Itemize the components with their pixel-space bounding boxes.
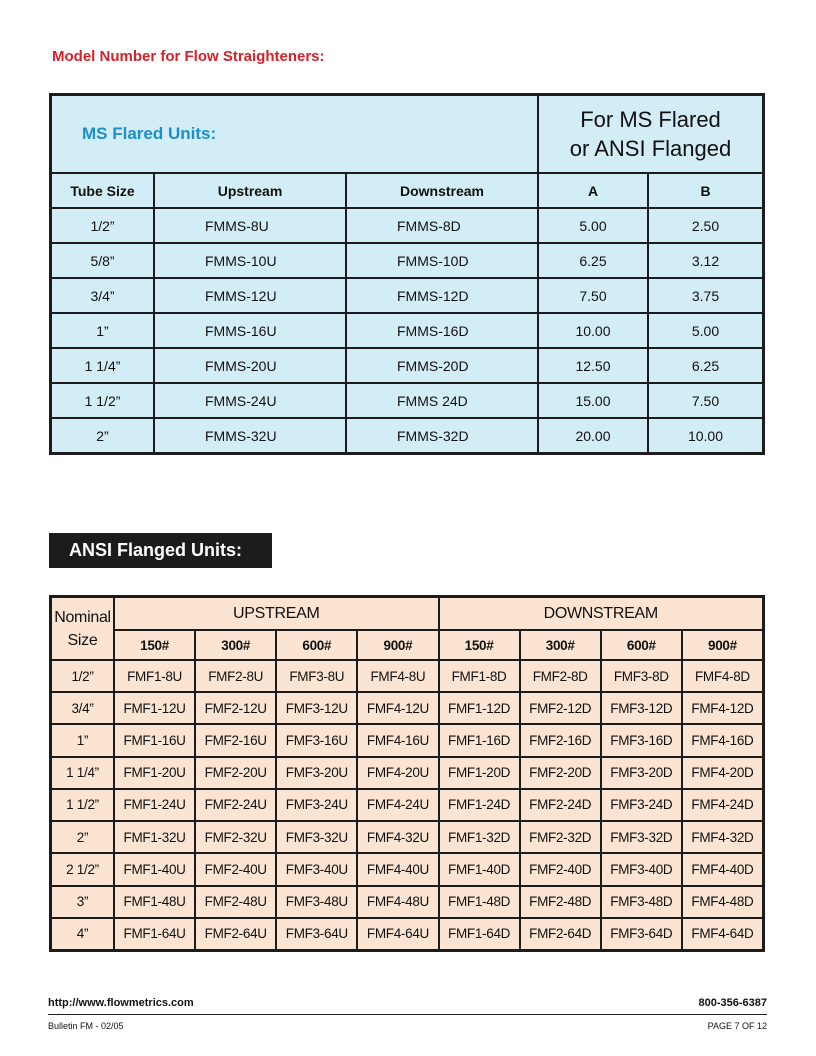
ansi-model-cell: FMF1-32U <box>115 822 194 852</box>
ms-table-cell: 1 1/2” <box>52 384 153 417</box>
ansi-model-cell: FMF2-40D <box>521 854 600 884</box>
ansi-model-cell: FMF3-8D <box>602 661 681 691</box>
pressure-class-header: 600# <box>277 631 356 659</box>
ansi-flanged-grid <box>52 598 762 949</box>
ms-table-cell: 1/2” <box>52 209 153 242</box>
ms-table-cell: FMMS-8D <box>347 209 537 242</box>
ms-table-cell: 3.12 <box>649 244 762 277</box>
ms-table-cell: 1 1/4” <box>52 349 153 382</box>
ansi-model-cell: FMF4-64D <box>683 919 762 949</box>
ms-column-header: B <box>649 174 762 207</box>
ms-column-header: Tube Size <box>52 174 153 207</box>
ansi-model-cell: FMF4-12U <box>358 693 437 723</box>
ansi-model-cell: FMF3-20D <box>602 758 681 788</box>
ms-table-cell: FMMS-32D <box>347 419 537 452</box>
ansi-model-cell: FMF1-48U <box>115 887 194 917</box>
ansi-model-cell: FMF3-48U <box>277 887 356 917</box>
ansi-model-cell: FMF4-32U <box>358 822 437 852</box>
ansi-model-cell: FMF2-48D <box>521 887 600 917</box>
ansi-model-cell: FMF3-24U <box>277 790 356 820</box>
footer-phone: 800-356-6387 <box>698 997 767 1009</box>
ms-table-cell: 1” <box>52 314 153 347</box>
ms-table-cell: 10.00 <box>649 419 762 452</box>
ansi-model-cell: FMF3-16D <box>602 725 681 755</box>
ms-table-cell: FMMS 24D <box>347 384 537 417</box>
ansi-model-cell: FMF2-64D <box>521 919 600 949</box>
ansi-model-cell: FMF2-20U <box>196 758 275 788</box>
ansi-model-cell: FMF4-48D <box>683 887 762 917</box>
ms-table-cell: 2.50 <box>649 209 762 242</box>
ansi-model-cell: FMF1-16U <box>115 725 194 755</box>
ansi-model-cell: FMF1-64U <box>115 919 194 949</box>
ansi-model-cell: FMF1-16D <box>440 725 519 755</box>
ansi-model-cell: FMF2-24D <box>521 790 600 820</box>
ansi-model-cell: FMF2-20D <box>521 758 600 788</box>
ms-table-cell: FMMS-20D <box>347 349 537 382</box>
ansi-model-cell: FMF2-12U <box>196 693 275 723</box>
downstream-header: DOWNSTREAM <box>440 598 763 629</box>
ansi-model-cell: FMF4-24U <box>358 790 437 820</box>
ansi-model-cell: FMF2-48U <box>196 887 275 917</box>
ms-table-cell: 2” <box>52 419 153 452</box>
ansi-model-cell: FMF1-20D <box>440 758 519 788</box>
ansi-model-cell: FMF3-8U <box>277 661 356 691</box>
ansi-model-cell: FMF3-16U <box>277 725 356 755</box>
ansi-model-cell: FMF4-24D <box>683 790 762 820</box>
ms-flared-grid <box>52 96 762 452</box>
ansi-model-cell: FMF1-8D <box>440 661 519 691</box>
ms-side-title <box>539 96 762 172</box>
ansi-model-cell: FMF4-64U <box>358 919 437 949</box>
ms-table-cell: 5/8” <box>52 244 153 277</box>
ansi-model-cell: FMF2-16U <box>196 725 275 755</box>
ansi-model-cell: FMF2-40U <box>196 854 275 884</box>
ms-column-header: A <box>539 174 647 207</box>
ms-table-cell: 12.50 <box>539 349 647 382</box>
ansi-size-cell: 4” <box>52 919 113 949</box>
ansi-model-cell: FMF3-32D <box>602 822 681 852</box>
ansi-model-cell: FMF4-16U <box>358 725 437 755</box>
ansi-model-cell: FMF4-16D <box>683 725 762 755</box>
ansi-model-cell: FMF1-24U <box>115 790 194 820</box>
ansi-model-cell: FMF4-48U <box>358 887 437 917</box>
ansi-model-cell: FMF2-32U <box>196 822 275 852</box>
ansi-model-cell: FMF1-8U <box>115 661 194 691</box>
ansi-model-cell: FMF3-48D <box>602 887 681 917</box>
ansi-size-cell: 1 1/2” <box>52 790 113 820</box>
page-heading: Model Number for Flow Straighteners: <box>52 48 325 65</box>
ms-flared-table <box>49 93 765 455</box>
ansi-model-cell: FMF1-64D <box>440 919 519 949</box>
ms-table-cell: FMMS-8U <box>155 209 345 242</box>
ms-table-cell: FMMS-10U <box>155 244 345 277</box>
ansi-model-cell: FMF4-8D <box>683 661 762 691</box>
ansi-model-cell: FMF4-40U <box>358 854 437 884</box>
ansi-model-cell: FMF1-48D <box>440 887 519 917</box>
footer-url[interactable]: http://www.flowmetrics.com <box>48 997 194 1009</box>
ansi-model-cell: FMF1-20U <box>115 758 194 788</box>
ansi-model-cell: FMF2-16D <box>521 725 600 755</box>
ms-side-title-line2: or ANSI Flanged <box>569 136 732 161</box>
ms-table-cell: 5.00 <box>649 314 762 347</box>
ansi-size-cell: 1/2” <box>52 661 113 691</box>
ansi-model-cell: FMF3-40D <box>602 854 681 884</box>
pressure-class-header: 600# <box>602 631 681 659</box>
pressure-class-header: 150# <box>115 631 194 659</box>
ms-table-cell: FMMS-32U <box>155 419 345 452</box>
nominal-line1: Nominal <box>54 608 111 626</box>
ms-table-cell: FMMS-16U <box>155 314 345 347</box>
ms-table-cell: FMMS-20U <box>155 349 345 382</box>
ansi-model-cell: FMF2-24U <box>196 790 275 820</box>
ansi-model-cell: FMF3-12D <box>602 693 681 723</box>
ansi-model-cell: FMF3-12U <box>277 693 356 723</box>
ansi-model-cell: FMF1-12D <box>440 693 519 723</box>
ms-table-cell: 6.25 <box>539 244 647 277</box>
ansi-model-cell: FMF4-32D <box>683 822 762 852</box>
ms-table-cell: 20.00 <box>539 419 647 452</box>
ansi-model-cell: FMF1-32D <box>440 822 519 852</box>
ms-table-cell: 7.50 <box>539 279 647 312</box>
ansi-flanged-table <box>49 595 765 952</box>
footer-bulletin: Bulletin FM - 02/05 <box>48 1021 124 1031</box>
ansi-size-cell: 2 1/2” <box>52 854 113 884</box>
ms-table-cell: FMMS-16D <box>347 314 537 347</box>
ms-column-header: Upstream <box>155 174 345 207</box>
ms-table-cell: 15.00 <box>539 384 647 417</box>
ansi-model-cell: FMF1-12U <box>115 693 194 723</box>
footer-rule <box>48 1014 767 1015</box>
ms-table-cell: 3/4” <box>52 279 153 312</box>
pressure-class-header: 300# <box>196 631 275 659</box>
ms-table-cell: 7.50 <box>649 384 762 417</box>
ansi-model-cell: FMF4-8U <box>358 661 437 691</box>
ansi-model-cell: FMF3-40U <box>277 854 356 884</box>
nominal-line2: Size <box>67 631 98 649</box>
ansi-model-cell: FMF2-32D <box>521 822 600 852</box>
ms-table-cell: 10.00 <box>539 314 647 347</box>
pressure-class-header: 300# <box>521 631 600 659</box>
footer-page-number: PAGE 7 OF 12 <box>707 1021 767 1031</box>
ansi-model-cell: FMF2-8D <box>521 661 600 691</box>
pressure-class-header: 900# <box>358 631 437 659</box>
ms-table-cell: FMMS-10D <box>347 244 537 277</box>
ansi-size-cell: 1 1/4” <box>52 758 113 788</box>
ms-table-cell: FMMS-24U <box>155 384 345 417</box>
ansi-model-cell: FMF1-40D <box>440 854 519 884</box>
ansi-model-cell: FMF3-32U <box>277 822 356 852</box>
ansi-model-cell: FMF2-8U <box>196 661 275 691</box>
ansi-model-cell: FMF2-12D <box>521 693 600 723</box>
ms-table-cell: 5.00 <box>539 209 647 242</box>
pressure-class-header: 900# <box>683 631 762 659</box>
ansi-model-cell: FMF3-24D <box>602 790 681 820</box>
ansi-size-cell: 2” <box>52 822 113 852</box>
ansi-model-cell: FMF1-40U <box>115 854 194 884</box>
ansi-model-cell: FMF4-12D <box>683 693 762 723</box>
ansi-size-cell: 3” <box>52 887 113 917</box>
ms-column-header: Downstream <box>347 174 537 207</box>
ansi-model-cell: FMF3-64U <box>277 919 356 949</box>
ansi-model-cell: FMF3-64D <box>602 919 681 949</box>
ansi-section-label: ANSI Flanged Units: <box>49 533 272 568</box>
ansi-size-cell: 3/4” <box>52 693 113 723</box>
ansi-model-cell: FMF4-20U <box>358 758 437 788</box>
upstream-header: UPSTREAM <box>115 598 438 629</box>
ansi-model-cell: FMF1-24D <box>440 790 519 820</box>
ansi-model-cell: FMF4-40D <box>683 854 762 884</box>
ms-table-cell: FMMS-12D <box>347 279 537 312</box>
ansi-model-cell: FMF2-64U <box>196 919 275 949</box>
nominal-size-header <box>52 598 113 659</box>
ms-table-cell: FMMS-12U <box>155 279 345 312</box>
ms-table-cell: 6.25 <box>649 349 762 382</box>
ansi-model-cell: FMF4-20D <box>683 758 762 788</box>
ms-table-title: MS Flared Units: <box>52 96 537 172</box>
ms-side-title-line1: For MS Flared <box>580 107 721 132</box>
ansi-size-cell: 1” <box>52 725 113 755</box>
ansi-model-cell: FMF3-20U <box>277 758 356 788</box>
ms-table-cell: 3.75 <box>649 279 762 312</box>
pressure-class-header: 150# <box>440 631 519 659</box>
